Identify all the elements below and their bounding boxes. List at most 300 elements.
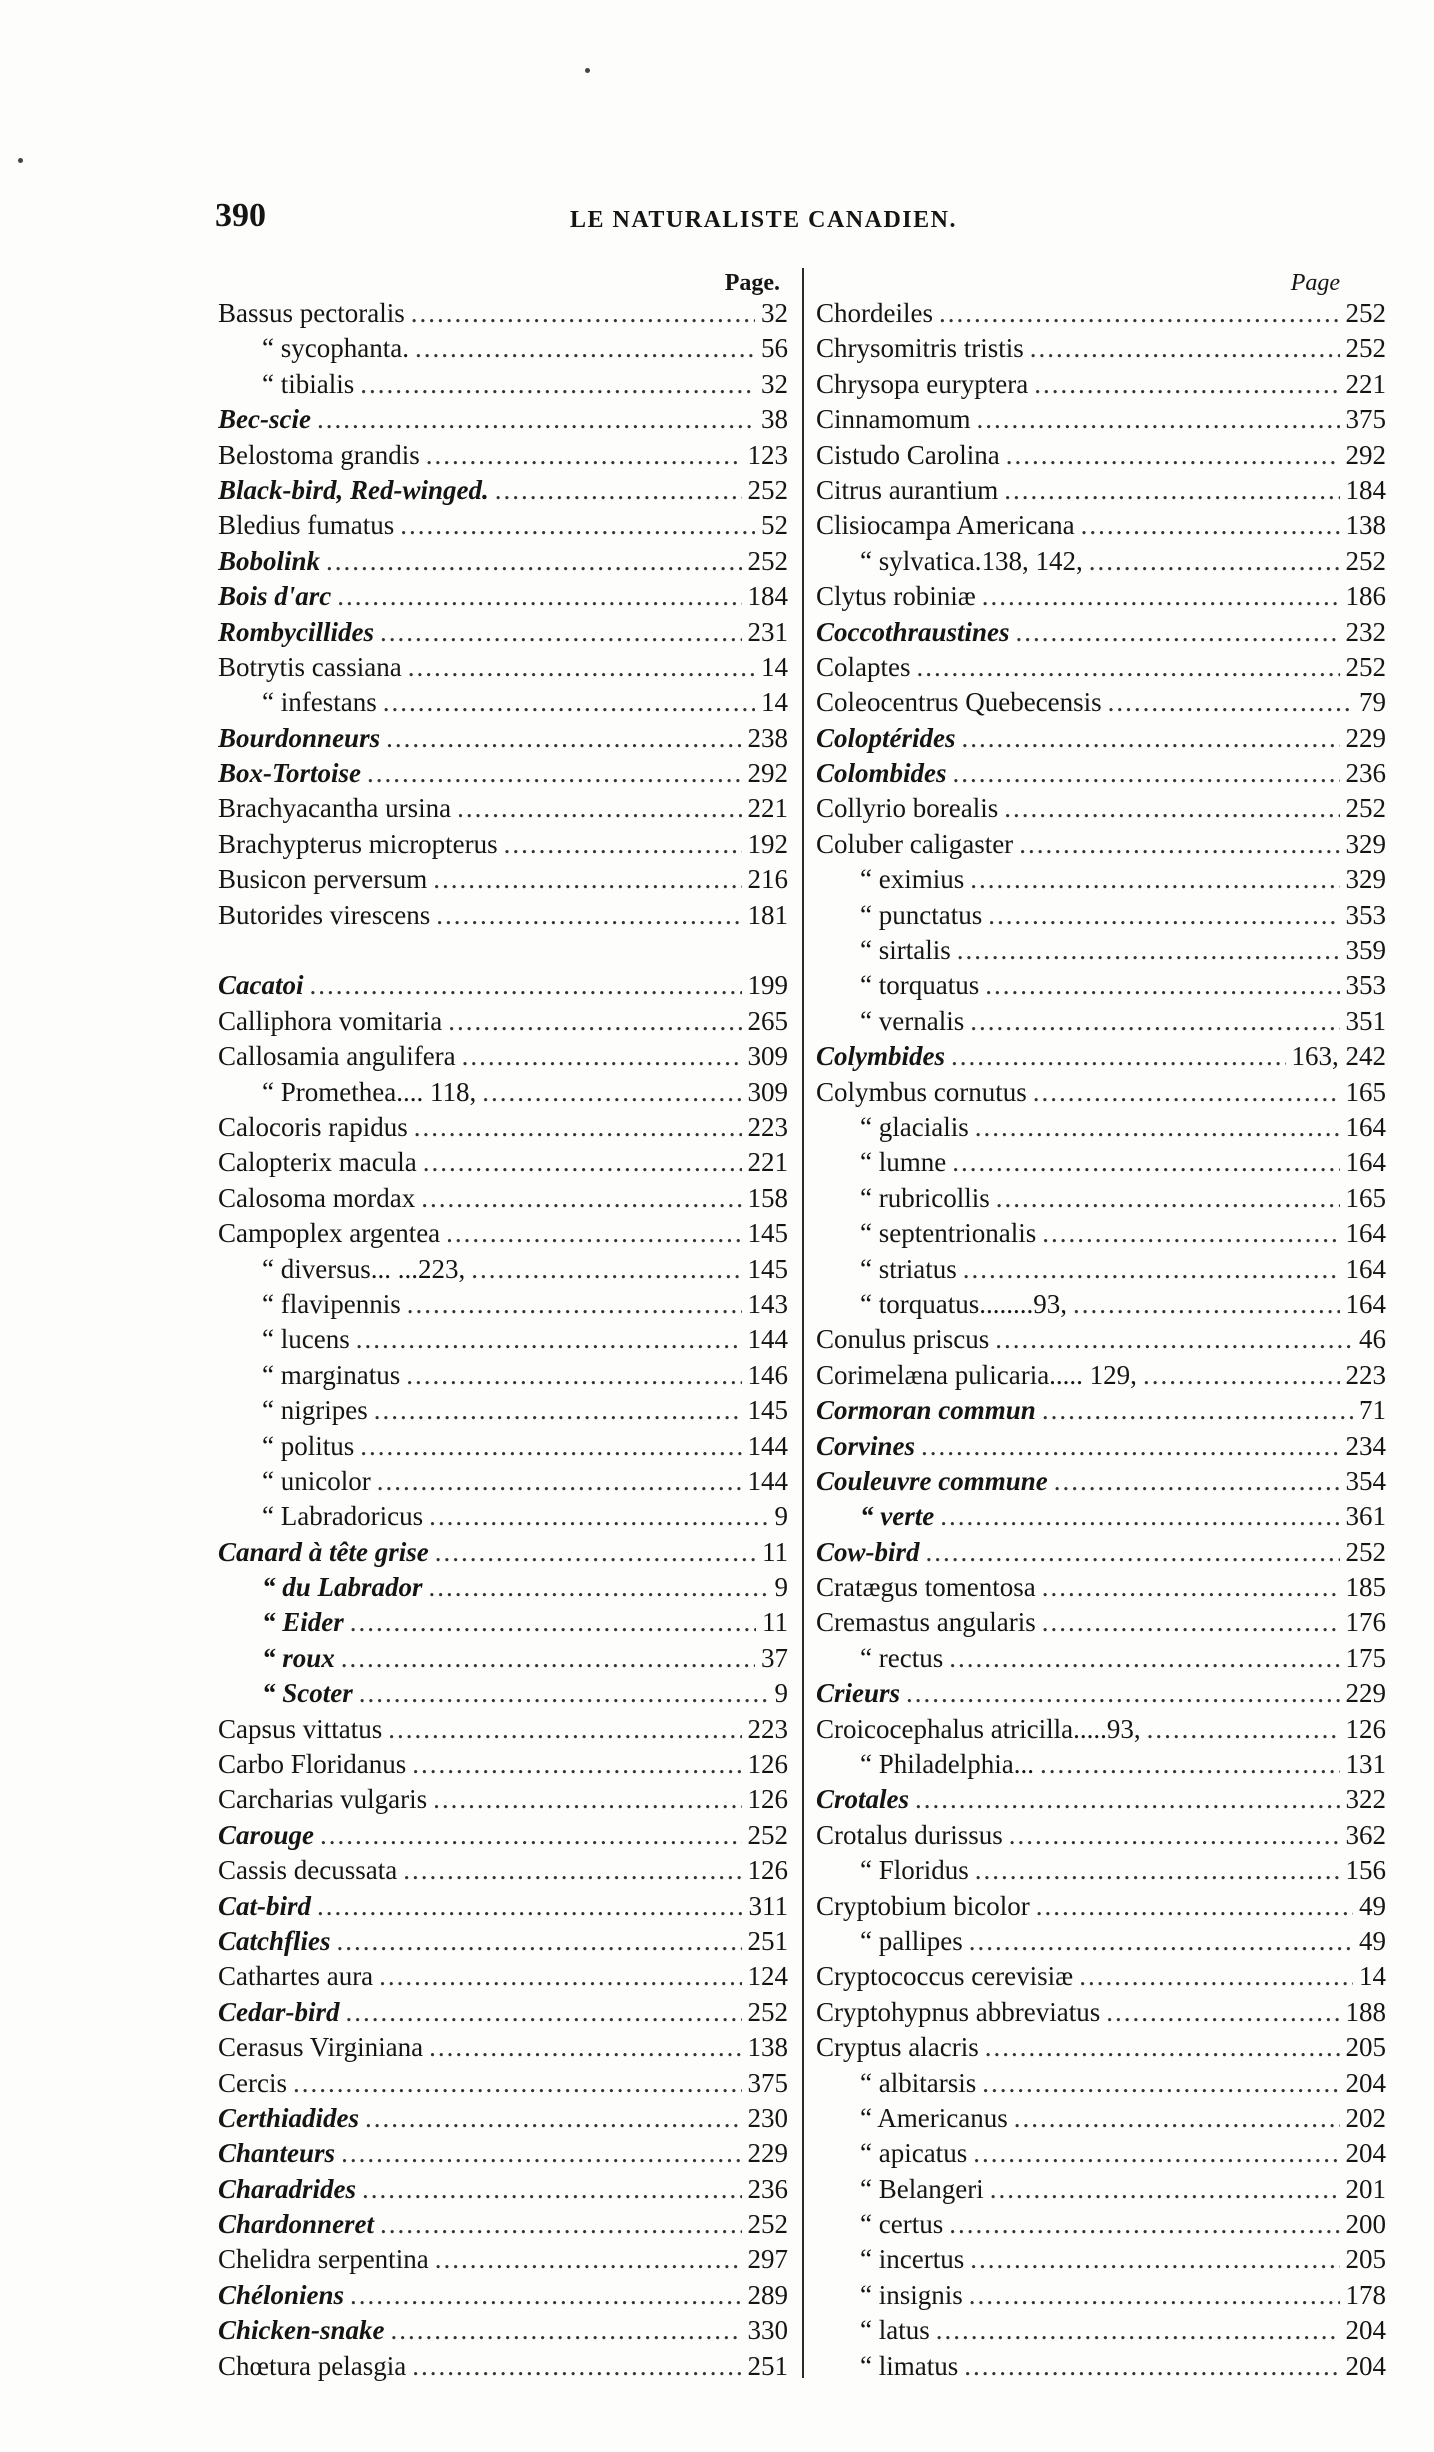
entry-name: “ Promethea.... 118, — [262, 1076, 477, 1107]
leader-dots — [412, 1747, 741, 1782]
leader-dots — [408, 650, 755, 685]
leader-dots — [921, 1429, 1339, 1464]
leader-dots — [1143, 1358, 1340, 1393]
entry-name: Chéloniens — [218, 2279, 345, 2310]
index-entry — [816, 579, 1386, 614]
leader-dots — [379, 1959, 741, 1994]
entry-page: 238 — [747, 722, 788, 753]
leader-dots — [1034, 367, 1339, 402]
entry-page: 175 — [1345, 1642, 1386, 1673]
leader-dots — [970, 1004, 1339, 1039]
entry-page: 186 — [1345, 581, 1386, 612]
index-entry — [218, 615, 788, 650]
index-entry — [816, 1676, 1386, 1711]
leader-dots — [939, 296, 1340, 331]
leader-dots — [403, 1853, 741, 1888]
leader-dots — [982, 2066, 1339, 2101]
leader-dots — [915, 1782, 1339, 1817]
index-entry — [218, 438, 788, 473]
entry-name: Canard à tête grise — [218, 1536, 429, 1567]
right-page-heading: Page — [1290, 270, 1340, 296]
index-entry — [816, 756, 1386, 791]
index-entry — [816, 1216, 1386, 1251]
entry-name: “ Labradoricus — [262, 1501, 424, 1532]
entry-name: Cratægus tomentosa — [816, 1572, 1036, 1603]
index-entry — [816, 791, 1386, 826]
index-entry — [218, 827, 788, 862]
page-number: 390 — [215, 197, 266, 234]
entry-page: 351 — [1345, 1005, 1386, 1036]
index-entry — [816, 1499, 1386, 1534]
leader-dots — [996, 1181, 1340, 1216]
entry-page: 32 — [761, 298, 788, 328]
entry-name: Bourdonneurs — [218, 722, 381, 753]
index-entry — [816, 1818, 1386, 1853]
leader-dots — [317, 402, 755, 437]
index-entry — [218, 1039, 788, 1074]
entry-name: Cercis — [218, 2067, 287, 2098]
entry-name: Busicon perversum — [218, 864, 428, 895]
index-entry — [816, 685, 1386, 720]
entry-page: 201 — [1345, 2173, 1386, 2204]
entry-name: “ certus — [860, 2209, 944, 2240]
entry-name: Cat-bird — [218, 1890, 312, 1921]
leader-dots — [320, 1818, 741, 1853]
entry-page: 14 — [761, 687, 788, 718]
entry-page: 200 — [1345, 2209, 1386, 2240]
index-entry — [218, 1641, 788, 1676]
entry-page: 362 — [1345, 1819, 1386, 1850]
entry-page: 252 — [747, 1819, 788, 1850]
index-entry — [218, 721, 788, 756]
entry-name: Calosoma mordax — [218, 1182, 416, 1213]
leader-dots — [936, 2313, 1340, 2348]
entry-name: Rombycillides — [218, 616, 374, 647]
entry-page: 329 — [1345, 864, 1386, 895]
leader-dots — [1014, 2101, 1340, 2136]
index-entry — [816, 1995, 1386, 2030]
index-entry — [218, 1889, 788, 1924]
leader-dots — [1004, 791, 1339, 826]
entry-page: 251 — [747, 2350, 788, 2381]
page-header — [215, 197, 1095, 237]
entry-name: Chrysomitris tristis — [816, 333, 1024, 364]
index-entry — [218, 2136, 788, 2171]
index-entry — [218, 1853, 788, 1888]
index-entry — [218, 1818, 788, 1853]
entry-page: 205 — [1345, 2244, 1386, 2275]
index-entry — [218, 1535, 788, 1570]
entry-name: Butorides virescens — [218, 899, 431, 930]
entry-name: Cinnamomum — [816, 404, 971, 435]
leader-dots — [1054, 1464, 1340, 1499]
entry-page: 204 — [1345, 2350, 1386, 2381]
entry-page: 353 — [1345, 899, 1386, 930]
entry-page: 236 — [747, 2173, 788, 2204]
leader-dots — [310, 968, 742, 1003]
entry-name: Clisiocampa Americana — [816, 510, 1075, 541]
index-entry — [816, 2066, 1386, 2101]
entry-page: 164 — [1345, 1111, 1386, 1142]
index-entry — [816, 473, 1386, 508]
index-entry — [218, 2030, 788, 2065]
leader-dots — [337, 1924, 742, 1959]
entry-name: Black-bird, Red-winged. — [218, 474, 489, 505]
leader-dots — [326, 544, 741, 579]
leader-dots — [429, 1499, 768, 1534]
entry-name: “ roux — [262, 1642, 335, 1673]
leader-dots — [350, 1605, 756, 1640]
index-entry — [218, 791, 788, 826]
leader-dots — [906, 1676, 1339, 1711]
index-entry — [218, 1429, 788, 1464]
leader-dots — [1108, 685, 1353, 720]
index-entry — [218, 1393, 788, 1428]
index-entry — [218, 1995, 788, 2030]
index-entry — [218, 1252, 788, 1287]
index-entry — [816, 933, 1386, 968]
leader-dots — [1073, 1287, 1340, 1322]
entry-page: 145 — [747, 1253, 788, 1284]
index-entry — [816, 1110, 1386, 1145]
leader-dots — [504, 827, 742, 862]
index-entry — [218, 1712, 788, 1747]
leader-dots — [926, 1535, 1340, 1570]
leader-dots — [969, 2278, 1340, 2313]
entry-name: Bois d'arc — [218, 581, 332, 612]
entry-name: Belostoma grandis — [218, 439, 420, 470]
entry-name: Callosamia angulifera — [218, 1041, 456, 1072]
ink-speck — [585, 68, 590, 73]
entry-name: Chardonneret — [218, 2209, 375, 2240]
entry-name: Cryptus alacris — [816, 2032, 979, 2063]
entry-name: Chicken-snake — [218, 2315, 385, 2346]
entry-page: 353 — [1345, 970, 1386, 1001]
entry-name: Cathartes aura — [218, 1961, 374, 1992]
entry-name: “ Eider — [262, 1607, 344, 1638]
index-entry — [816, 367, 1386, 402]
entry-name: Cow-bird — [816, 1536, 920, 1567]
entry-page: 123 — [747, 439, 788, 470]
entry-name: Cassis decussata — [218, 1855, 398, 1886]
entry-name: Chanteurs — [218, 2138, 336, 2169]
index-entry — [218, 1959, 788, 1994]
entry-page: 158 — [747, 1182, 788, 1213]
index-entry — [218, 508, 788, 543]
index-entry — [816, 862, 1386, 897]
leader-dots — [391, 2313, 742, 2348]
entry-name: Cerasus Virginiana — [218, 2032, 424, 2063]
index-entry — [218, 2349, 788, 2384]
index-entry — [816, 2349, 1386, 2384]
leader-dots — [436, 898, 741, 933]
index-entry — [218, 1181, 788, 1216]
entry-name: Colymbus cornutus — [816, 1076, 1027, 1107]
leader-dots — [1042, 1216, 1339, 1251]
index-entry — [218, 1605, 788, 1640]
index-entry — [816, 2242, 1386, 2277]
index-entry — [218, 1322, 788, 1357]
entry-name: Calopterix macula — [218, 1147, 417, 1178]
leader-dots — [1006, 438, 1340, 473]
entry-name: “ Scoter — [262, 1678, 353, 1709]
index-entry — [218, 2172, 788, 2207]
entry-page: 232 — [1345, 616, 1386, 647]
entry-page: 71 — [1359, 1395, 1386, 1426]
index-entry — [218, 2313, 788, 2348]
leader-dots — [990, 2172, 1340, 2207]
entry-name: Chrysopa euryptera — [816, 368, 1029, 399]
entry-page: 199 — [747, 970, 788, 1001]
entry-name: Cistudo Carolina — [816, 439, 1000, 470]
entry-page: 124 — [747, 1961, 788, 1992]
leader-dots — [360, 1429, 741, 1464]
index-entry — [816, 2278, 1386, 2313]
entry-page: 164 — [1345, 1218, 1386, 1249]
entry-name: Coccothraustines — [816, 616, 1010, 647]
entry-page: 252 — [747, 545, 788, 576]
index-entry — [218, 296, 788, 331]
index-entry — [218, 367, 788, 402]
leader-dots — [374, 1393, 742, 1428]
index-entry — [816, 1747, 1386, 1782]
index-entry — [218, 1747, 788, 1782]
entry-page: 311 — [748, 1890, 788, 1921]
entry-page: 292 — [747, 758, 788, 789]
entry-name: “ tibialis — [262, 368, 355, 399]
index-entry — [816, 2207, 1386, 2242]
entry-name: Carbo Floridanus — [218, 1749, 407, 1780]
entry-page: 329 — [1345, 828, 1386, 859]
leader-dots — [400, 508, 755, 543]
index-entry — [218, 1004, 788, 1039]
leader-dots — [435, 1535, 756, 1570]
entry-name: Croicocephalus atricilla.....93, — [816, 1713, 1141, 1744]
entry-page: 252 — [1345, 1536, 1386, 1567]
entry-page: 165 — [1345, 1076, 1386, 1107]
entry-name: “ glacialis — [860, 1111, 969, 1142]
leader-dots — [1106, 1995, 1339, 2030]
entry-name: “ nigripes — [262, 1395, 368, 1426]
leader-dots — [429, 1570, 769, 1605]
entry-name: “ diversus... ...223, — [262, 1253, 466, 1284]
leader-dots — [362, 2172, 741, 2207]
entry-name: Carouge — [218, 1819, 315, 1850]
index-entry — [218, 1782, 788, 1817]
entry-page: 185 — [1345, 1572, 1386, 1603]
leader-dots — [421, 1181, 741, 1216]
entry-name: Coleocentrus Quebecensis — [816, 687, 1102, 718]
entry-name: “ insignis — [860, 2279, 963, 2310]
leader-dots — [1030, 331, 1340, 366]
leader-dots — [975, 1110, 1340, 1145]
index-entry — [816, 2136, 1386, 2171]
leader-dots — [963, 1252, 1340, 1287]
index-entry — [816, 2172, 1386, 2207]
entry-name: “ punctatus — [860, 899, 983, 930]
leader-dots — [1079, 1959, 1353, 1994]
entry-page: 11 — [762, 1607, 788, 1638]
index-entry — [218, 2207, 788, 2242]
entry-page: 230 — [747, 2102, 788, 2133]
entry-page: 38 — [761, 404, 788, 435]
leader-dots — [949, 1641, 1339, 1676]
leader-dots — [350, 2278, 741, 2313]
index-entry — [816, 2313, 1386, 2348]
entry-name: Carcharias vulgaris — [218, 1784, 428, 1815]
entry-page: 164 — [1345, 1288, 1386, 1319]
leader-dots — [949, 2207, 1339, 2242]
entry-name: Crotalus durissus — [816, 1819, 1003, 1850]
entry-name: “ apicatus — [860, 2138, 968, 2169]
entry-name: Catchflies — [218, 1925, 331, 1956]
entry-page: 145 — [747, 1218, 788, 1249]
entry-name: Brachyacantha ursina — [218, 793, 452, 824]
leader-dots — [293, 2066, 742, 2101]
entry-page: 145 — [747, 1395, 788, 1426]
index-entry — [218, 1287, 788, 1322]
entry-name: “ lucens — [262, 1324, 350, 1355]
leader-dots — [1036, 1889, 1353, 1924]
entry-page: 146 — [747, 1359, 788, 1390]
entry-page: 236 — [1345, 758, 1386, 789]
running-title: LE NATURALISTE CANADIEN. — [570, 207, 957, 233]
index-entry — [218, 544, 788, 579]
entry-name: Botrytis cassiana — [218, 651, 402, 682]
entry-page: 188 — [1345, 1996, 1386, 2027]
index-entry — [218, 933, 788, 968]
entry-page: 221 — [747, 793, 788, 824]
entry-name: Colaptes — [816, 651, 911, 682]
entry-page: 202 — [1345, 2102, 1386, 2133]
entry-page: 251 — [747, 1925, 788, 1956]
index-entry — [816, 1252, 1386, 1287]
leader-dots — [448, 1004, 741, 1039]
leader-dots — [1042, 1570, 1340, 1605]
leader-dots — [426, 438, 742, 473]
entry-page: 163, 242 — [1291, 1041, 1386, 1072]
index-entry — [816, 827, 1386, 862]
entry-page: 138 — [747, 2032, 788, 2063]
index-entry — [218, 1145, 788, 1180]
leader-dots — [1089, 544, 1340, 579]
entry-name: Crotales — [816, 1784, 910, 1815]
leader-dots — [380, 2207, 741, 2242]
leader-dots — [951, 1039, 1286, 1074]
entry-name: “ du Labrador — [262, 1572, 423, 1603]
leader-dots — [346, 1995, 742, 2030]
leader-dots — [975, 1853, 1340, 1888]
index-entry — [816, 296, 1386, 331]
entry-name: Chelidra serpentina — [218, 2244, 429, 2275]
index-entry — [816, 650, 1386, 685]
entry-page: 359 — [1345, 935, 1386, 966]
entry-page: 229 — [747, 2138, 788, 2169]
entry-page: 205 — [1345, 2032, 1386, 2063]
leader-dots — [1042, 1605, 1340, 1640]
entry-page: 32 — [761, 368, 788, 399]
index-entry — [816, 1039, 1386, 1074]
leader-dots — [940, 1499, 1339, 1534]
entry-name: Conulus priscus — [816, 1324, 990, 1355]
leader-dots — [471, 1252, 741, 1287]
entry-name: “ Philadelphia... — [860, 1749, 1034, 1780]
entry-page: 144 — [747, 1465, 788, 1496]
leader-dots — [360, 367, 755, 402]
leader-dots — [337, 579, 741, 614]
leader-dots — [970, 862, 1339, 897]
leader-dots — [982, 579, 1340, 614]
index-entry — [816, 1075, 1386, 1110]
leader-dots — [380, 615, 742, 650]
entry-name: “ septentrionalis — [860, 1218, 1037, 1249]
index-entry — [218, 862, 788, 897]
entry-page: 126 — [747, 1749, 788, 1780]
entry-page: 126 — [747, 1855, 788, 1886]
index-column-left — [218, 296, 788, 2384]
entry-page: 234 — [1345, 1430, 1386, 1461]
entry-page: 14 — [761, 651, 788, 682]
entry-name: Colombides — [816, 758, 947, 789]
entry-page: 156 — [1345, 1855, 1386, 1886]
leader-dots — [423, 1145, 742, 1180]
entry-page: 49 — [1359, 1925, 1386, 1956]
entry-name: “ flavipennis — [262, 1288, 401, 1319]
entry-page: 221 — [747, 1147, 788, 1178]
leader-dots — [985, 2030, 1340, 2065]
index-entry — [816, 1924, 1386, 1959]
entry-page: 138 — [1345, 510, 1386, 541]
index-entry — [816, 2030, 1386, 2065]
entry-name: Campoplex argentea — [218, 1218, 441, 1249]
index-entry — [218, 2066, 788, 2101]
entry-name: Cremastus angularis — [816, 1607, 1036, 1638]
entry-page: 229 — [1345, 722, 1386, 753]
leader-dots — [414, 1110, 742, 1145]
leader-dots — [411, 296, 755, 331]
entry-name: “ pallipes — [860, 1925, 963, 1956]
entry-page: 204 — [1345, 2067, 1386, 2098]
index-entry — [816, 1535, 1386, 1570]
entry-name: “ sylvatica.138, 142, — [860, 545, 1083, 576]
entry-page: 46 — [1359, 1324, 1386, 1355]
index-entry — [816, 1429, 1386, 1464]
leader-dots — [457, 791, 741, 826]
leader-dots — [952, 1145, 1339, 1180]
entry-name: Chœtura pelasgia — [218, 2350, 407, 2381]
entry-page: 14 — [1359, 1961, 1386, 1992]
leader-dots — [969, 1924, 1353, 1959]
index-entry — [816, 1605, 1386, 1640]
leader-dots — [1033, 1075, 1340, 1110]
column-divider — [802, 268, 804, 2378]
entry-name: “ Belangeri — [860, 2173, 984, 2204]
entry-name: “ Americanus — [860, 2102, 1008, 2133]
entry-name: “ incertus — [860, 2244, 965, 2275]
entry-name: “ torquatus........93, — [860, 1288, 1067, 1319]
entry-name: Charadrides — [218, 2173, 357, 2204]
entry-page: 52 — [761, 510, 788, 541]
entry-name: “ verte — [860, 1501, 935, 1532]
index-entry — [218, 402, 788, 437]
entry-name: Bec-scie — [218, 404, 311, 435]
entry-page: 204 — [1345, 2138, 1386, 2169]
entry-page: 229 — [1345, 1678, 1386, 1709]
index-entry — [816, 1145, 1386, 1180]
entry-page: 11 — [762, 1536, 788, 1567]
entry-name: Collyrio borealis — [816, 793, 999, 824]
leader-dots — [341, 2136, 741, 2171]
